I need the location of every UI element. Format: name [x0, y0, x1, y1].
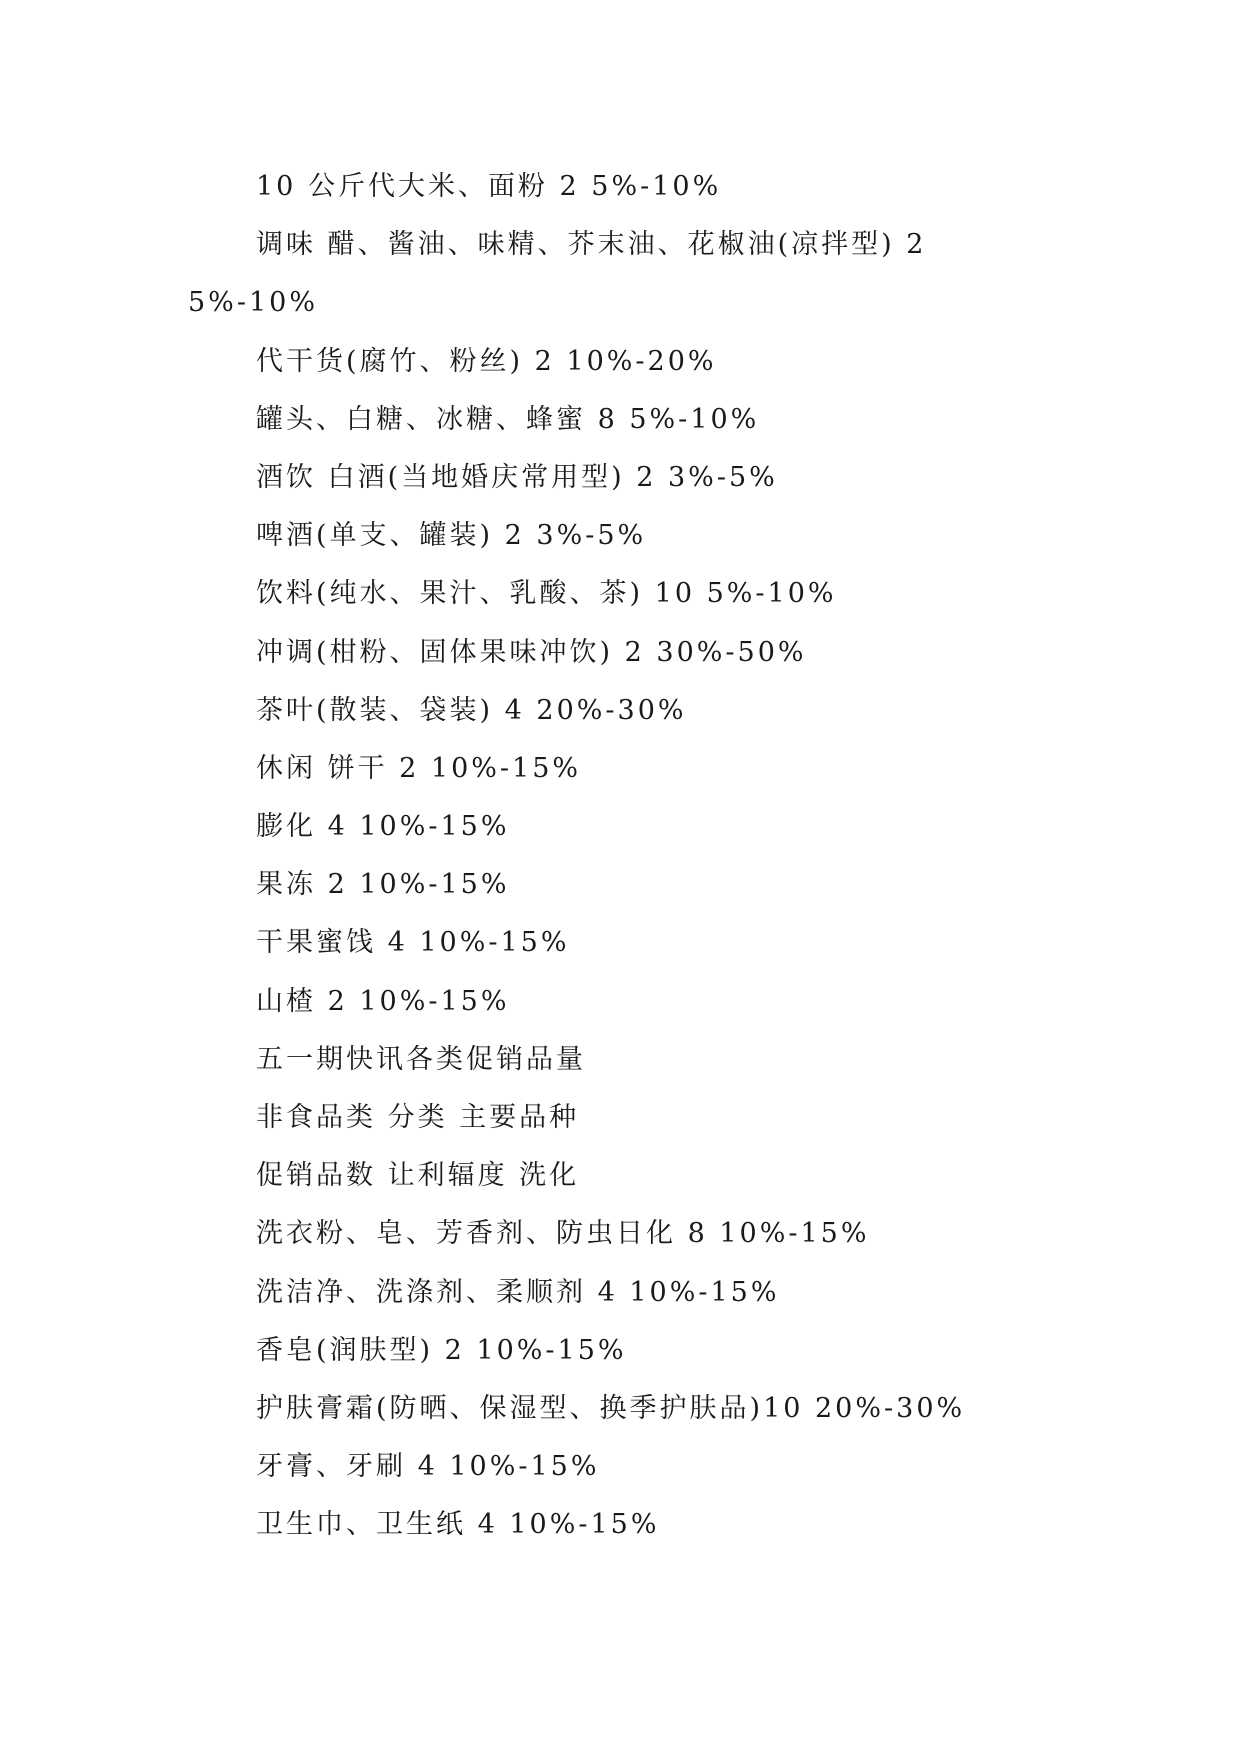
paragraph: 饮料(纯水、果汁、乳酸、茶) 10 5%-10% [256, 578, 837, 610]
paragraph: 罐头、白糖、冰糖、蜂蜜 8 5%-10% [256, 403, 760, 435]
paragraph: 代干货(腐竹、粉丝) 2 10%-20% [256, 345, 717, 377]
paragraph: 牙膏、牙刷 4 10%-15% [256, 1451, 600, 1483]
paragraph: 10 公斤代大米、面粉 2 5%-10% [256, 171, 722, 202]
paragraph: 山楂 2 10%-15% [256, 985, 510, 1017]
paragraph: 膨化 4 10%-15% [256, 811, 510, 843]
paragraph: 茶叶(散装、袋装) 4 20%-30% [256, 694, 687, 726]
paragraph: 干果蜜饯 4 10%-15% [256, 927, 570, 959]
paragraph: 调味 醋、酱油、味精、芥末油、花椒油(凉拌型) 2 5%-10% [188, 229, 939, 319]
document-body [188, 158, 1058, 1555]
paragraph: 香皂(润肤型) 2 10%-15% [256, 1334, 627, 1366]
paragraph: 啤酒(单支、罐装) 2 3%-5% [256, 520, 647, 552]
paragraph: 非食品类 分类 主要品种 [256, 1102, 580, 1134]
paragraph: 酒饮 白酒(当地婚庆常用型) 2 3%-5% [256, 461, 778, 493]
paragraph: 果冻 2 10%-15% [256, 869, 510, 901]
paragraph: 促销品数 让利辐度 洗化 [256, 1160, 580, 1192]
paragraph: 护肤膏霜(防晒、保湿型、换季护肤品)10 20%-30% [256, 1392, 966, 1424]
paragraph: 洗衣粉、皂、芳香剂、防虫日化 8 10%-15% [256, 1218, 870, 1250]
paragraph: 冲调(柑粉、固体果味冲饮) 2 30%-50% [256, 636, 807, 668]
paragraph: 洗洁净、洗涤剂、柔顺剂 4 10%-15% [256, 1276, 780, 1308]
paragraph: 五一期快讯各类促销品量 [256, 1043, 586, 1075]
paragraph: 休闲 饼干 2 10%-15% [256, 752, 582, 784]
paragraph: 卫生巾、卫生纸 4 10%-15% [256, 1509, 660, 1541]
